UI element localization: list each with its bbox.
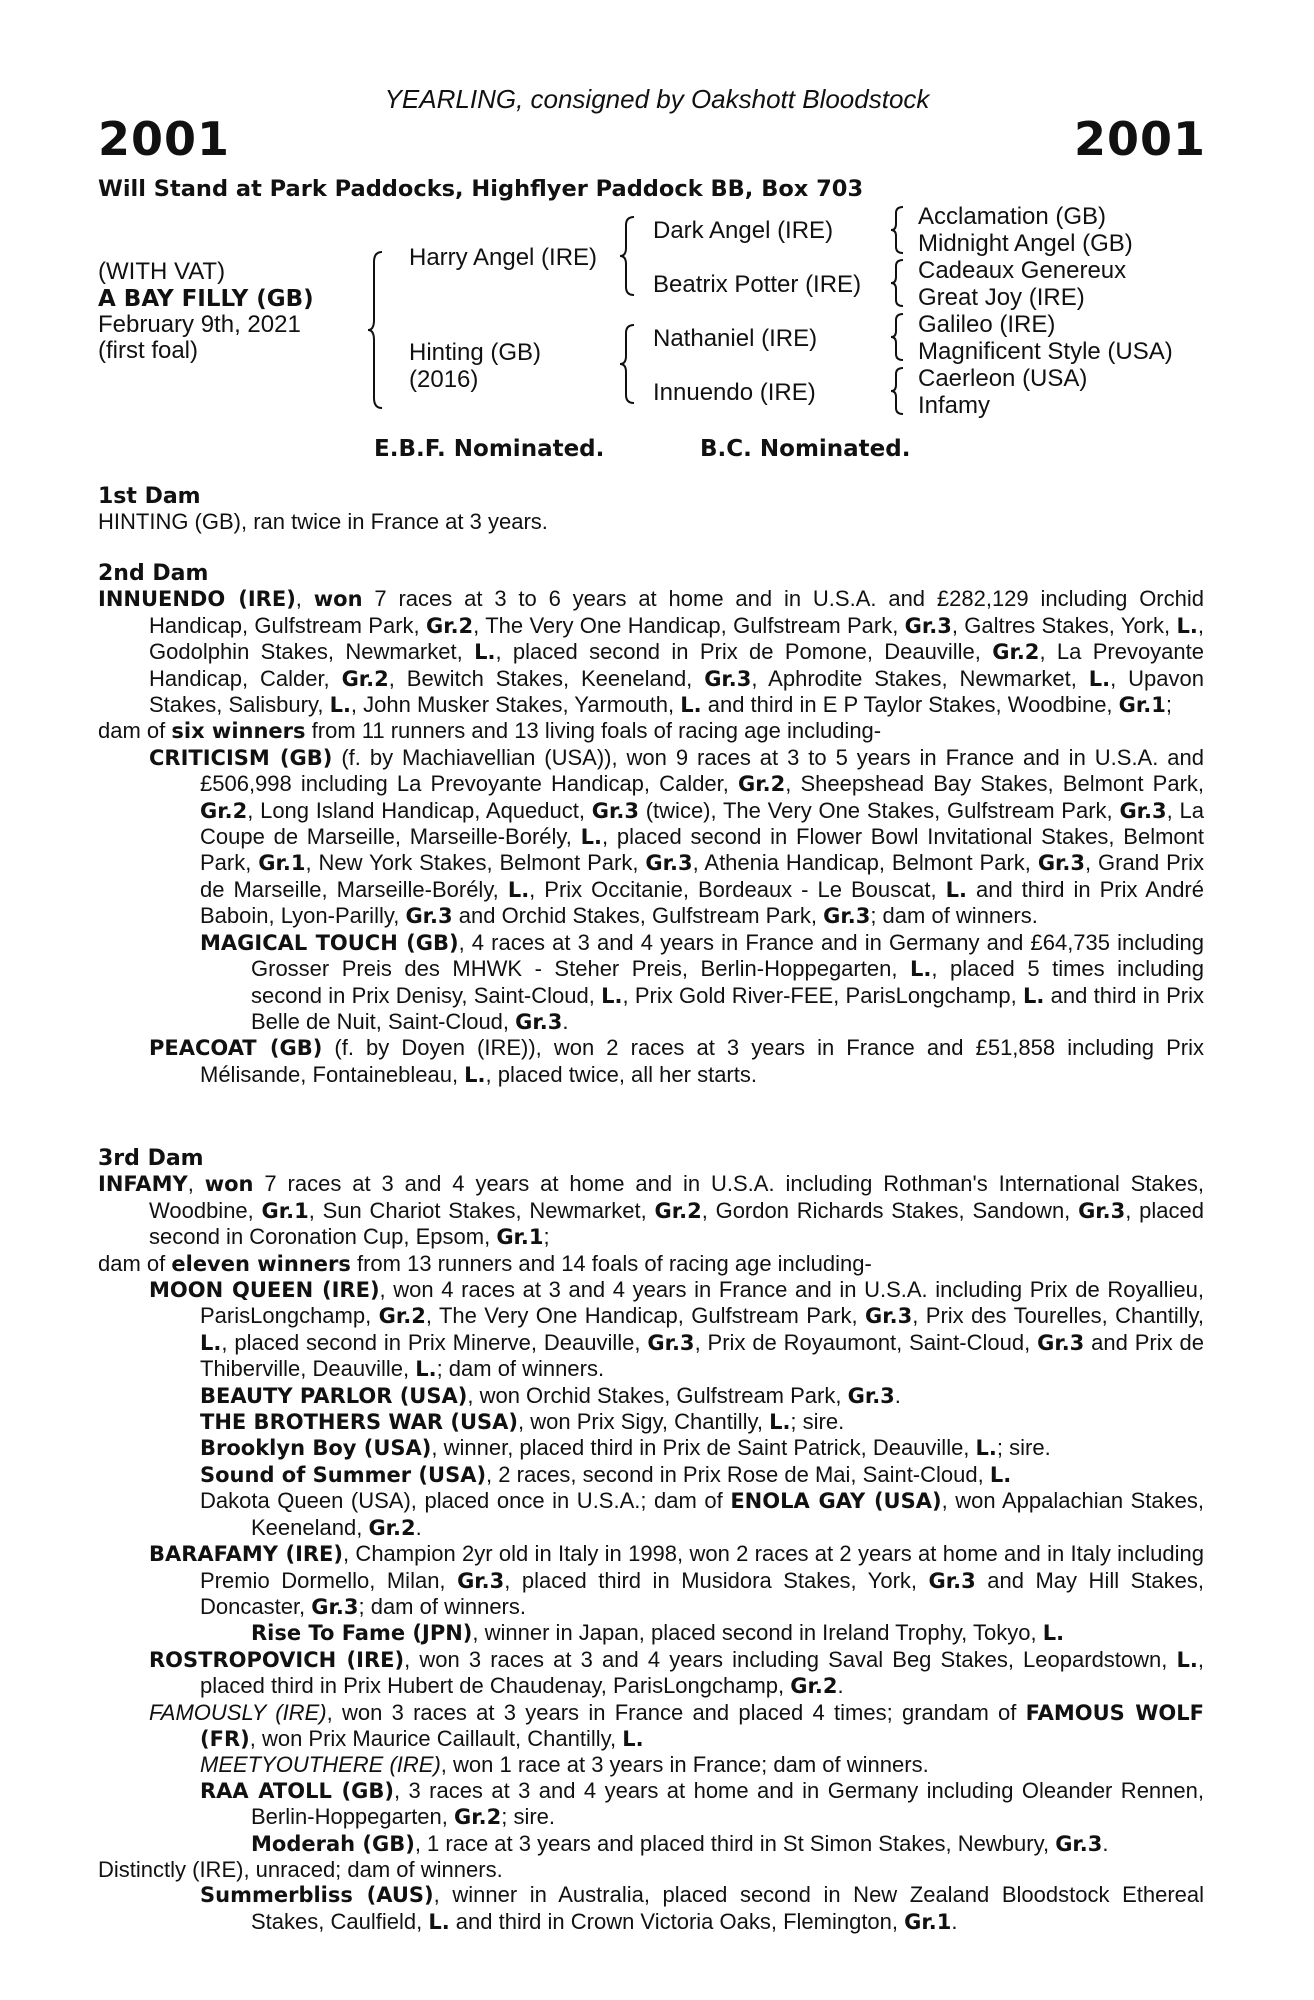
bold-text-run: Gr.3 [515, 1009, 563, 1034]
bold-text-run: FAMOUS WOLF (FR) [200, 1700, 1204, 1751]
text-run: and third in Prix Belle de Nuit, Saint-Cloud, [251, 982, 1204, 1034]
bold-text-run: Gr.3 [1078, 1198, 1126, 1223]
pedigree-sdd: Great Joy (IRE) [918, 284, 1085, 311]
text-run: , placed second in Prix de Pomone, Deauville, [495, 639, 993, 665]
italic-text-run: MEETYOUTHERE (IRE) [200, 1752, 441, 1778]
bold-text-run: L. [989, 1462, 1012, 1487]
pedigree-sire-dam: Beatrix Potter (IRE) [653, 271, 862, 298]
bold-text-run: Moderah (GB) [251, 1831, 415, 1856]
bold-text-run: L. [680, 693, 702, 718]
text-run: , Galtres Stakes, York, [951, 612, 1177, 638]
pedigree-bracket-sd [891, 258, 907, 308]
bold-text-run: L. [507, 877, 530, 902]
text-run: ; dam of winners. [436, 1356, 605, 1382]
pedigree-entry [98, 1857, 1204, 1882]
text-run: and Orchid Stakes, Gulfstream Park, [452, 903, 824, 929]
bold-text-run: L. [464, 1062, 486, 1087]
third-dam-heading: 3rd Dam [98, 1146, 204, 1171]
lot-number-left: 2001 [98, 112, 231, 166]
pedigree-bracket-dam [620, 323, 640, 405]
text-run: and third in Prix André Baboin, Lyon-Parilly, [200, 876, 1204, 929]
text-run: , winner, placed third in Prix de Saint Patrick, Deauville, [431, 1435, 976, 1461]
text-run: , winner in Australia, placed second in New Zealand Bloodstock Ethereal Stakes, Caulfield, [251, 1882, 1205, 1934]
text-run: from 11 runners and 13 living foals of racing age including- [305, 718, 882, 744]
stand-location: Will Stand at Park Paddocks, Highflyer Paddock BB, Box 703 [98, 176, 864, 202]
bold-text-run: ROSTROPOVICH (IRE) [149, 1647, 405, 1672]
horse-dob: February 9th, 2021 [98, 311, 301, 338]
text-run: , Athenia Handicap, Belmont Park, [692, 850, 1038, 876]
pedigree-bracket-ss [891, 205, 907, 255]
catalogue-subtitle: YEARLING, consigned by Oakshott Bloodstock [384, 84, 930, 114]
pedigree-entry [98, 1435, 1204, 1461]
text-run: . [894, 1382, 901, 1408]
bold-text-run: Gr.3 [405, 904, 453, 929]
text-run: dam of [98, 1250, 172, 1276]
text-run: , 1 race at 3 years and placed third in St Simon Stakes, Newbury, [414, 1830, 1056, 1856]
bold-text-run: Gr.3 [1037, 1330, 1085, 1355]
text-run: , La Coupe de Marseille, Marseille-Borély, [200, 797, 1204, 850]
lot-number-right: 2001 [1073, 112, 1206, 166]
bold-text-run: Gr.2 [425, 613, 474, 638]
pedigree-dss: Galileo (IRE) [918, 311, 1056, 338]
pedigree-dam-year: (2016) [409, 366, 479, 393]
pedigree-ssd: Midnight Angel (GB) [918, 230, 1133, 257]
bold-text-run: L. [622, 1726, 644, 1751]
text-run: and third in E P Taylor Stakes, Woodbine, [701, 692, 1119, 718]
bold-text-run: Gr.3 [823, 904, 871, 929]
pedigree-entry [98, 718, 1204, 744]
bold-text-run: BEAUTY PARLOR (USA) [200, 1383, 468, 1408]
text-run: , Godolphin Stakes, Newmarket, [149, 612, 1204, 665]
text-run: , 2 races, second in Prix Rose de Mai, Saint-Cloud, [486, 1461, 990, 1487]
bold-text-run: Summerbliss (AUS) [200, 1883, 434, 1908]
text-run: . [951, 1908, 958, 1934]
text-run: , New York Stakes, Belmont Park, [305, 850, 646, 876]
bc-nominated: B.C. Nominated. [700, 436, 911, 462]
pedigree-bracket-main [368, 250, 388, 410]
text-run: , placed 5 times including second in Prix Denisy, Saint-Cloud, [251, 956, 1205, 1008]
pedigree-entry [98, 1647, 1204, 1700]
bold-text-run: won [313, 587, 363, 612]
bold-text-run: six winners [171, 719, 306, 744]
bold-text-run: INNUENDO (IRE) [98, 587, 296, 612]
text-run: , Long Island Handicap, Aqueduct, [247, 797, 592, 823]
text-run: 7 races at 3 to 6 years at home and in U.S.A. and £282,129 including Orchid Handicap, Gulfstream Park, [149, 586, 1204, 638]
pedigree-dds: Caerleon (USA) [918, 365, 1088, 392]
bold-text-run: RAA ATOLL (GB) [200, 1778, 394, 1803]
text-run: , Prix des Tourelles, Chantilly, [912, 1303, 1205, 1329]
pedigree-entry [98, 1171, 1204, 1250]
bold-text-run: Gr.3 [645, 851, 693, 876]
bold-text-run: L. [945, 877, 967, 902]
third-dam-section [98, 1146, 1204, 1935]
bold-text-run: Gr.2 [378, 1304, 426, 1329]
text-run: , winner in Japan, placed second in Ireland Trophy, Tokyo, [472, 1620, 1043, 1646]
text-run: ; dam of winners. [870, 903, 1038, 929]
text-run: , won 3 races at 3 years in France and placed 4 times; grandam of [326, 1699, 1026, 1725]
text-run: . [562, 1008, 569, 1034]
text-run: and Prix de Thiberville, Deauville, [200, 1329, 1204, 1382]
bold-text-run: INFAMY [98, 1172, 188, 1197]
bold-text-run: L. [601, 983, 623, 1008]
text-run: , Champion 2yr old in Italy in 1998, won 2 races at 2 years at home and in Italy including Premio Dormello, Milan, [200, 1541, 1205, 1593]
bold-text-run: Sound of Summer (USA) [200, 1462, 487, 1487]
bold-text-run: won [204, 1172, 254, 1197]
bold-text-run: Gr.1 [496, 1225, 544, 1250]
third-dam-entries [98, 1171, 1204, 1935]
bold-text-run: Gr.1 [1118, 693, 1166, 718]
text-run: (f. by Doyen (IRE)), won 2 races at 3 years in France and £51,858 including Prix Mélisande, Fontainebleau, [200, 1035, 1205, 1087]
second-dam-heading: 2nd Dam [98, 561, 209, 586]
bold-text-run: THE BROTHERS WAR (USA) [200, 1410, 519, 1435]
pedigree-dam-sire: Nathaniel (IRE) [653, 325, 818, 352]
text-run: , Gordon Richards Stakes, Sandown, [701, 1197, 1079, 1223]
text-run: and third in Crown Victoria Oaks, Flemington, [449, 1908, 905, 1934]
pedigree-dsd: Magnificent Style (USA) [918, 338, 1173, 365]
text-run: Distinctly (IRE), unraced; dam of winners. [98, 1856, 503, 1882]
text-run: ; sire. [501, 1804, 556, 1830]
text-run: . [837, 1673, 844, 1699]
bold-text-run: L. [1176, 613, 1198, 638]
pedigree-entry [98, 1831, 1204, 1857]
bold-text-run: Gr.3 [1055, 1831, 1103, 1856]
text-run: , The Very One Handicap, Gulfstream Park, [473, 612, 905, 638]
bold-text-run: L. [1042, 1621, 1065, 1646]
bold-text-run: CRITICISM (GB) [149, 745, 333, 770]
bold-text-run: Gr.3 [847, 1383, 895, 1408]
text-run: , Sheepshead Bay Stakes, Belmont Park, [785, 771, 1205, 797]
pedigree-entry [98, 1882, 1204, 1935]
pedigree-entry [98, 1488, 1204, 1541]
text-run: , won 3 races at 3 and 4 years including Saval Beg Stakes, Leopardstown, [404, 1646, 1177, 1672]
second-dam-entries [98, 586, 1204, 1088]
text-run: , The Very One Handicap, Gulfstream Park, [425, 1303, 866, 1329]
pedigree-entry [98, 1251, 1204, 1277]
text-run: and May Hill Stakes, Doncaster, [200, 1567, 1204, 1619]
bold-text-run: L. [769, 1410, 791, 1435]
pedigree-sss: Acclamation (GB) [918, 203, 1107, 230]
text-run: , won 4 races at 3 and 4 years in France and in U.S.A. including Prix de Royallieu, ParisLongchamp, [200, 1277, 1204, 1329]
bold-text-run: Gr.3 [865, 1304, 913, 1329]
bold-text-run: L. [329, 693, 351, 718]
bold-text-run: L. [415, 1357, 437, 1382]
text-run: , [187, 1171, 205, 1197]
first-dam-heading: 1st Dam [98, 484, 201, 509]
bold-text-run: Gr.2 [654, 1198, 702, 1223]
text-run: , Prix Gold River-FEE, ParisLongchamp, [622, 982, 1024, 1008]
bold-text-run: Gr.3 [1037, 851, 1086, 876]
pedigree-dam: Hinting (GB) [409, 339, 542, 366]
text-run: , Upavon Stakes, Salisbury, [149, 665, 1204, 718]
bold-text-run: Gr.3 [904, 613, 952, 638]
bold-text-run: Gr.3 [1119, 798, 1167, 823]
text-run: , Aphrodite Stakes, Newmarket, [751, 665, 1089, 691]
text-run: ; dam of winners. [358, 1593, 526, 1619]
pedigree-entry [98, 1541, 1204, 1620]
text-run: , Sun Chariot Stakes, Newmarket, [308, 1197, 655, 1223]
text-run: , placed twice, all her starts. [485, 1061, 757, 1087]
pedigree-sds: Cadeaux Genereux [918, 257, 1127, 284]
ebf-nominated: E.B.F. Nominated. [374, 436, 605, 462]
bold-text-run: eleven winners [171, 1251, 351, 1276]
pedigree-bracket-sire [620, 215, 640, 297]
pedigree-entry [98, 1035, 1204, 1088]
pedigree-entry [98, 1778, 1204, 1831]
text-run: , Grand Prix de Marseille, Marseille-Borély, [200, 850, 1204, 902]
text-run: ; [543, 1224, 550, 1250]
bold-text-run: Gr.2 [200, 798, 248, 823]
text-run: from 13 runners and 14 foals of racing age including- [350, 1250, 872, 1276]
text-run: ; [1165, 692, 1172, 718]
text-run: , Prix Occitanie, Bordeaux - Le Bouscat, [529, 876, 946, 902]
pedigree-entry [98, 1409, 1204, 1435]
text-run: , won Prix Sigy, Chantilly, [518, 1409, 770, 1435]
bold-text-run: Gr.2 [368, 1515, 416, 1540]
pedigree-bracket-ds [891, 312, 907, 362]
bold-text-run: L. [909, 957, 932, 982]
pedigree-bracket-dd [891, 366, 907, 416]
pedigree-sire: Harry Angel (IRE) [409, 244, 598, 271]
vat-note: (WITH VAT) [98, 258, 226, 285]
pedigree-entry [98, 586, 1204, 718]
bold-text-run: Gr.3 [591, 798, 639, 823]
pedigree-entry [98, 1277, 1204, 1383]
bold-text-run: Gr.2 [992, 640, 1040, 665]
pedigree-dam-dam: Innuendo (IRE) [653, 379, 816, 406]
bold-text-run: MAGICAL TOUCH (GB) [200, 930, 459, 955]
pedigree-entry [98, 1383, 1204, 1409]
first-dam-text: HINTING (GB), ran twice in France at 3 years. [98, 509, 548, 535]
text-run: 7 races at 3 and 4 years at home and in U.S.A. including Rothman's International Stakes, Woodbine, [149, 1171, 1204, 1223]
bold-text-run: Gr.2 [738, 772, 786, 797]
bold-text-run: Brooklyn Boy (USA) [200, 1436, 432, 1461]
text-run: , La Prevoyante Handicap, Calder, [149, 639, 1205, 691]
text-run: , Prix de Royaumont, Saint-Cloud, [694, 1329, 1038, 1355]
text-run: , placed third in Musidora Stakes, York, [504, 1567, 929, 1593]
bold-text-run: Gr.1 [904, 1909, 952, 1934]
pedigree-entry [98, 1700, 1204, 1753]
pedigree-sire-sire: Dark Angel (IRE) [653, 217, 834, 244]
bold-text-run: L. [975, 1436, 997, 1461]
bold-text-run: Rise To Fame (JPN) [251, 1621, 473, 1646]
text-run: . [1102, 1830, 1109, 1856]
pedigree-entry [98, 745, 1204, 930]
text-run: , [295, 586, 314, 612]
bold-text-run: Gr.3 [647, 1330, 695, 1355]
pedigree-ddd: Infamy [918, 392, 991, 419]
bold-text-run: L. [1176, 1647, 1198, 1672]
bold-text-run: L. [428, 1909, 450, 1934]
text-run: ; sire. [790, 1409, 845, 1435]
text-run: (f. by Machiavellian (USA)), won 9 races at 3 to 5 years in France and in U.S.A. and £506,998 including La Prevoyante Handicap, Calder, [200, 744, 1204, 797]
bold-text-run: Gr.2 [454, 1805, 502, 1830]
horse-name: A BAY FILLY (GB) [98, 286, 314, 312]
text-run: , placed second in Flower Bowl Invitational Stakes, Belmont Park, [200, 824, 1204, 876]
text-run: dam of [98, 718, 172, 744]
text-run: , 3 races at 3 and 4 years at home and in Germany including Oleander Rennen, Berlin-Hoppegarten, [251, 1777, 1204, 1830]
bold-text-run: L. [1023, 983, 1045, 1008]
text-run: , won Orchid Stakes, Gulfstream Park, [467, 1382, 848, 1408]
bold-text-run: L. [200, 1330, 222, 1355]
bold-text-run: Gr.3 [311, 1594, 359, 1619]
text-run: , won Appalachian Stakes, Keeneland, [251, 1488, 1204, 1540]
bold-text-run: Gr.1 [258, 851, 306, 876]
bold-text-run: Gr.2 [341, 666, 389, 691]
bold-text-run: BARAFAMY (IRE) [149, 1542, 344, 1567]
bold-text-run: L. [580, 825, 602, 850]
pedigree-entry [98, 1752, 1204, 1777]
text-run: , 4 races at 3 and 4 years in France and in Germany and £64,735 including Grosser Preis des MHWK - Steher Preis, Berlin-Hoppegarten, [251, 929, 1204, 982]
pedigree-entry [98, 1462, 1204, 1488]
text-run: , John Musker Stakes, Yarmouth, [350, 692, 681, 718]
bold-text-run: Gr.2 [790, 1674, 838, 1699]
bold-text-run: L. [1088, 666, 1111, 691]
first-dam-section [98, 484, 1204, 535]
text-run: (twice), The Very One Stakes, Gulfstream Park, [638, 797, 1120, 823]
text-run: , won Prix Maurice Caillault, Chantilly, [249, 1725, 623, 1751]
bold-text-run: L. [474, 640, 496, 665]
text-run: ; sire. [996, 1435, 1051, 1461]
bold-text-run: Gr.3 [457, 1568, 505, 1593]
text-run: , won 1 race at 3 years in France; dam of winners. [440, 1752, 929, 1778]
bold-text-run: Gr.3 [928, 1568, 976, 1593]
pedigree-entry [98, 930, 1204, 1036]
bold-text-run: PEACOAT (GB) [149, 1036, 323, 1061]
text-run: . [415, 1514, 422, 1540]
text-run: , placed second in Prix Minerve, Deauville, [221, 1329, 648, 1355]
bold-text-run: MOON QUEEN (IRE) [149, 1278, 380, 1303]
horse-note: (first foal) [98, 337, 199, 364]
text-run: Dakota Queen (USA), placed once in U.S.A.; dam of [200, 1488, 731, 1514]
second-dam-section [98, 561, 1204, 1088]
text-run: , Bewitch Stakes, Keeneland, [388, 665, 705, 691]
italic-text-run: FAMOUSLY (IRE) [149, 1699, 327, 1725]
text-run: , placed third in Prix Hubert de Chaudenay, ParisLongchamp, [200, 1646, 1205, 1699]
text-run: , placed second in Coronation Cup, Epsom, [149, 1197, 1204, 1250]
bold-text-run: Gr.1 [261, 1198, 309, 1223]
bold-text-run: Gr.3 [704, 666, 752, 691]
pedigree-entry [98, 1620, 1204, 1646]
bold-text-run: ENOLA GAY (USA) [730, 1489, 942, 1514]
